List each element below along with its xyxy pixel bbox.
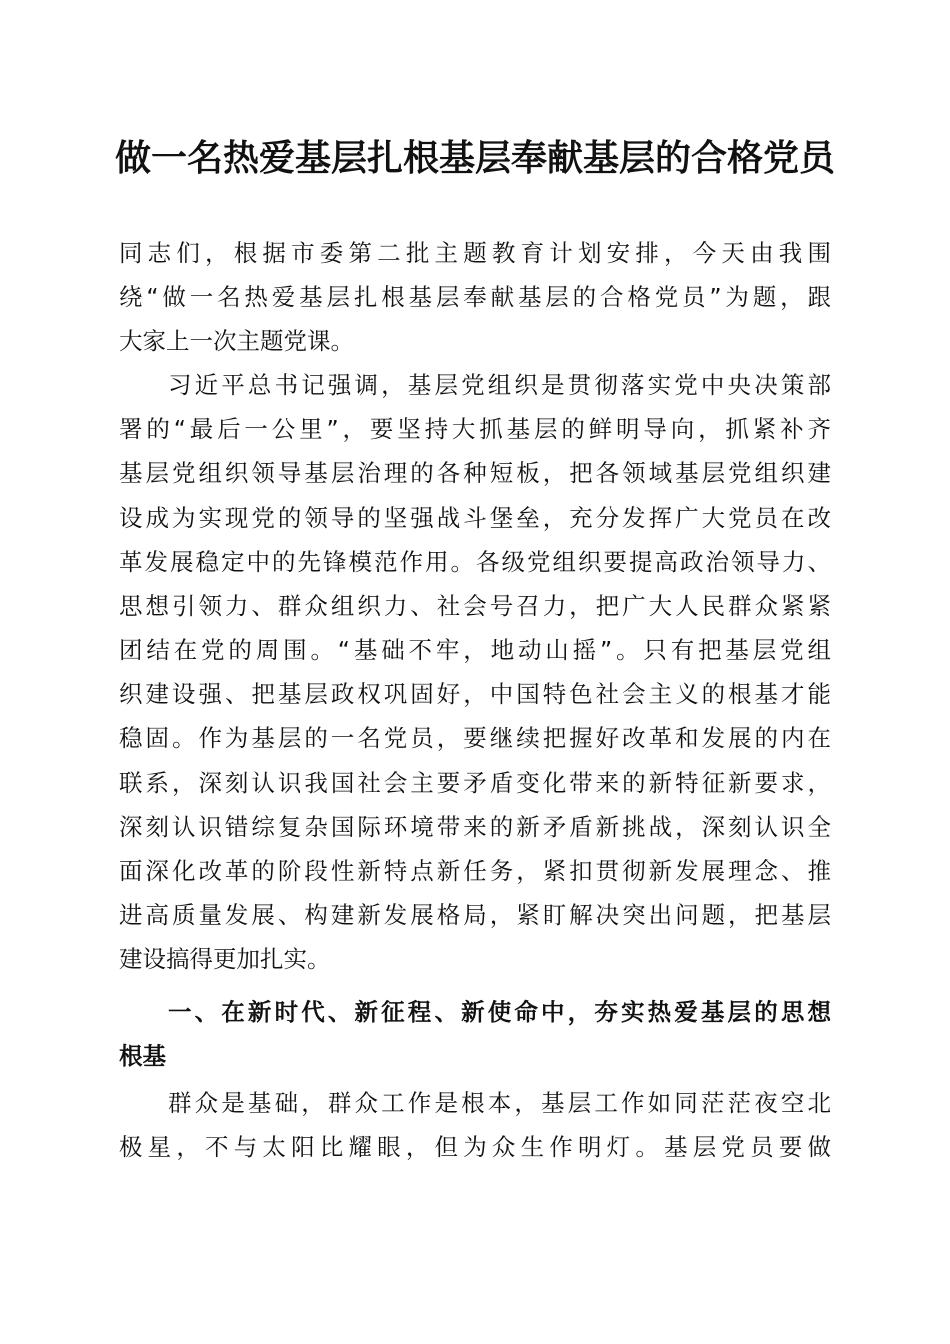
paragraph-line: 基层党组织领导基层治理的各种短板，把各领域基层党组织建 <box>119 459 831 487</box>
paragraph-line: 建设搞得更加扎实。 <box>119 945 331 973</box>
paragraph-line: 大家上一次主题党课。 <box>119 327 354 355</box>
paragraph-line: 团结在党的周围。“基础不牢，地动山摇”。只有把基层党组 <box>119 636 831 664</box>
document-title: 做一名热爱基层扎根基层奉献基层的合格党员 <box>114 137 835 179</box>
section-heading-line: 根基 <box>119 1042 166 1070</box>
paragraph-line: 联系，深刻认识我国社会主要矛盾变化带来的新特征新要求， <box>119 769 831 797</box>
paragraph-line: 革发展稳定中的先锋模范作用。各级党组织要提高政治领导力、 <box>119 548 831 576</box>
paragraph-line: 极星，不与太阳比耀眼，但为众生作明灯。基层党员要做 <box>119 1133 831 1161</box>
paragraph-line: 同志们，根据市委第二批主题教育计划安排，今天由我围 <box>119 239 831 267</box>
paragraph-line: 设成为实现党的领导的坚强战斗堡垒，充分发挥广大党员在改 <box>119 504 831 532</box>
paragraph-line: 稳固。作为基层的一名党员，要继续把握好改革和发展的内在 <box>119 724 831 752</box>
paragraph-line: 署的“最后一公里”，要坚持大抓基层的鲜明导向，抓紧补齐 <box>119 415 831 443</box>
section-heading-line: 一、在新时代、新征程、新使命中，夯实热爱基层的思想 <box>168 998 831 1026</box>
paragraph-line: 面深化改革的阶段性新特点新任务，紧扣贯彻新发展理念、推 <box>119 857 831 885</box>
paragraph-line: 深刻认识错综复杂国际环境带来的新矛盾新挑战，深刻认识全 <box>119 813 831 841</box>
paragraph-line: 群众是基础，群众工作是根本，基层工作如同茫茫夜空北 <box>168 1089 831 1117</box>
paragraph-line: 绕“做一名热爱基层扎根基层奉献基层的合格党员”为题，跟 <box>119 283 831 311</box>
paragraph-line: 习近平总书记强调，基层党组织是贯彻落实党中央决策部 <box>168 371 831 399</box>
paragraph-line: 思想引领力、群众组织力、社会号召力，把广大人民群众紧紧 <box>119 592 831 620</box>
paragraph-line: 织建设强、把基层政权巩固好，中国特色社会主义的根基才能 <box>119 680 831 708</box>
paragraph-line: 进高质量发展、构建新发展格局，紧盯解决突出问题，把基层 <box>119 901 831 929</box>
